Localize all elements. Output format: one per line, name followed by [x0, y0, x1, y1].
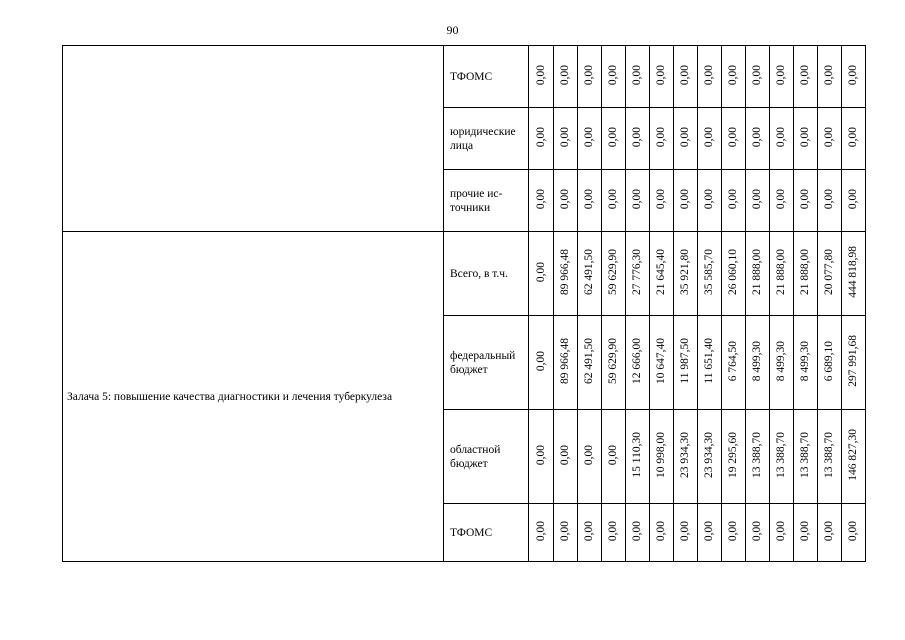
value-cell [529, 46, 554, 108]
value-cell [529, 108, 554, 170]
value-cell [746, 316, 770, 410]
value-text: 0,00 [703, 520, 715, 542]
value-text: 0,00 [679, 64, 691, 86]
value-text: 0,00 [631, 64, 643, 86]
value-text: 59 629,90 [607, 338, 619, 384]
table-row [63, 46, 866, 108]
value-text: 8 499,30 [751, 340, 763, 382]
value-text: 8 499,30 [775, 340, 787, 382]
value-text: 444 818,98 [847, 246, 859, 298]
value-text: 0,00 [751, 520, 763, 542]
value-text: 0,00 [679, 126, 691, 148]
value-text: 8 499,30 [799, 340, 811, 382]
value-cell [770, 504, 794, 562]
value-cell [794, 232, 818, 316]
value-text: 0,00 [823, 64, 835, 86]
value-cell [529, 316, 554, 410]
value-text: 21 645,40 [655, 249, 667, 295]
value-cell [746, 46, 770, 108]
value-text: 0,00 [775, 64, 787, 86]
value-cell [746, 108, 770, 170]
value-cell [626, 410, 650, 504]
value-text: 0,00 [534, 126, 547, 148]
value-text: 0,00 [559, 64, 571, 86]
value-cell [818, 46, 842, 108]
value-text: 21 888,00 [751, 249, 763, 295]
value-text: 0,00 [799, 126, 811, 148]
funding-source-cell: юридические лица [444, 108, 529, 170]
value-text: 0,00 [631, 520, 643, 542]
value-text: 0,00 [559, 188, 571, 210]
value-text: 13 388,70 [775, 432, 787, 478]
value-cell [698, 232, 722, 316]
value-cell [578, 108, 602, 170]
value-cell [746, 504, 770, 562]
value-text: 0,00 [679, 188, 691, 210]
value-cell [794, 410, 818, 504]
funding-source-cell: областной бюджет [444, 410, 529, 504]
value-text: 0,00 [655, 64, 667, 86]
value-cell [818, 504, 842, 562]
value-cell [650, 46, 674, 108]
value-text: 0,00 [655, 520, 667, 542]
value-text: 15 110,30 [631, 432, 643, 478]
value-text: 0,00 [607, 126, 619, 148]
value-cell [818, 410, 842, 504]
value-text: 0,00 [775, 520, 787, 542]
value-cell [842, 170, 866, 232]
value-cell [842, 316, 866, 410]
value-cell [722, 232, 746, 316]
value-cell [602, 108, 626, 170]
value-cell [842, 410, 866, 504]
value-text: 12 666,00 [631, 338, 643, 384]
value-cell [698, 170, 722, 232]
value-text: 19 295,60 [727, 432, 739, 478]
value-text: 0,00 [655, 126, 667, 148]
value-text: 13 388,70 [799, 432, 811, 478]
value-cell [842, 46, 866, 108]
value-text: 0,00 [607, 444, 619, 466]
value-cell [529, 170, 554, 232]
value-text: 27 776,30 [631, 249, 643, 295]
value-text: 0,00 [631, 126, 643, 148]
budget-table [62, 45, 866, 562]
value-cell [578, 316, 602, 410]
value-text: 0,00 [799, 188, 811, 210]
value-cell [722, 170, 746, 232]
value-cell [722, 108, 746, 170]
value-text: 0,00 [751, 188, 763, 210]
value-cell [818, 232, 842, 316]
value-text: 89 966,48 [559, 338, 571, 384]
value-text: 0,00 [607, 64, 619, 86]
value-cell [602, 170, 626, 232]
value-cell [722, 410, 746, 504]
value-text: 10 647,40 [655, 338, 667, 384]
value-text: 0,00 [847, 126, 859, 148]
value-cell [674, 504, 698, 562]
value-cell [818, 316, 842, 410]
value-cell [602, 410, 626, 504]
value-cell [794, 108, 818, 170]
value-text: 0,00 [534, 64, 547, 86]
value-text: 0,00 [559, 126, 571, 148]
value-text: 0,00 [823, 188, 835, 210]
value-text: 62 491,50 [583, 249, 595, 295]
value-text: 297 991,68 [847, 335, 859, 387]
value-cell [650, 316, 674, 410]
value-cell [626, 232, 650, 316]
value-cell [602, 232, 626, 316]
value-text: 20 077,80 [823, 249, 835, 295]
value-text: 13 388,70 [751, 432, 763, 478]
value-cell [674, 232, 698, 316]
value-cell [578, 170, 602, 232]
value-cell [770, 46, 794, 108]
value-text: 0,00 [534, 444, 547, 466]
value-text: 0,00 [534, 350, 547, 372]
value-text: 0,00 [583, 64, 595, 86]
value-text: 0,00 [534, 520, 547, 542]
value-cell [674, 108, 698, 170]
value-cell [626, 504, 650, 562]
value-cell [698, 316, 722, 410]
value-cell [794, 504, 818, 562]
value-text: 0,00 [727, 520, 739, 542]
value-text: 13 388,70 [823, 432, 835, 478]
value-text: 0,00 [823, 126, 835, 148]
value-text: 21 888,00 [775, 249, 787, 295]
value-text: 0,00 [751, 64, 763, 86]
value-cell [770, 316, 794, 410]
value-cell [674, 410, 698, 504]
value-cell [554, 46, 578, 108]
value-cell [794, 316, 818, 410]
value-cell [842, 504, 866, 562]
value-cell [554, 504, 578, 562]
value-text: 0,00 [534, 261, 547, 283]
value-cell [650, 232, 674, 316]
value-cell [626, 46, 650, 108]
value-text: 0,00 [727, 188, 739, 210]
value-text: 59 629,90 [607, 249, 619, 295]
value-cell [722, 504, 746, 562]
value-text: 0,00 [847, 188, 859, 210]
value-text: 11 987,50 [679, 338, 691, 384]
value-cell [698, 410, 722, 504]
value-text: 0,00 [799, 64, 811, 86]
value-cell [626, 170, 650, 232]
value-cell [529, 232, 554, 316]
value-cell [650, 504, 674, 562]
value-cell [578, 504, 602, 562]
value-text: 0,00 [799, 520, 811, 542]
value-text: 0,00 [583, 520, 595, 542]
value-text: 0,00 [823, 520, 835, 542]
value-cell [818, 108, 842, 170]
value-text: 0,00 [559, 520, 571, 542]
value-cell [698, 46, 722, 108]
value-cell [746, 232, 770, 316]
value-text: 89 966,48 [559, 249, 571, 295]
value-text: 0,00 [583, 188, 595, 210]
value-text: 0,00 [847, 520, 859, 542]
value-cell [529, 504, 554, 562]
value-text: 0,00 [703, 188, 715, 210]
value-cell [818, 170, 842, 232]
funding-source-cell: ТФОМС [444, 46, 529, 108]
value-cell [770, 232, 794, 316]
task-cell [63, 46, 444, 232]
value-text: 0,00 [775, 188, 787, 210]
value-cell [626, 108, 650, 170]
value-text: 35 585,70 [703, 249, 715, 295]
value-text: 146 827,30 [847, 429, 859, 481]
value-text: 35 921,80 [679, 249, 691, 295]
value-cell [722, 316, 746, 410]
value-cell [578, 46, 602, 108]
value-text: 62 491,50 [583, 338, 595, 384]
value-cell [554, 232, 578, 316]
value-cell [578, 410, 602, 504]
value-cell [842, 232, 866, 316]
value-cell [554, 316, 578, 410]
value-text: 23 934,30 [679, 432, 691, 478]
value-text: 0,00 [751, 126, 763, 148]
page-number: 90 [446, 23, 459, 37]
value-cell [602, 46, 626, 108]
value-text: 0,00 [703, 126, 715, 148]
value-cell [770, 170, 794, 232]
funding-source-cell: ТФОМС [444, 504, 529, 562]
value-cell [674, 316, 698, 410]
value-text: 0,00 [607, 520, 619, 542]
value-cell [674, 46, 698, 108]
value-text: 6 689,10 [823, 340, 835, 382]
value-cell [626, 316, 650, 410]
value-cell [529, 410, 554, 504]
value-cell [794, 170, 818, 232]
value-text: 23 934,30 [703, 432, 715, 478]
value-text: 0,00 [727, 64, 739, 86]
value-text: 26 060,10 [727, 249, 739, 295]
value-text: 0,00 [847, 64, 859, 86]
value-cell [602, 316, 626, 410]
value-text: 10 998,00 [655, 432, 667, 478]
value-cell [722, 46, 746, 108]
value-text: 0,00 [727, 126, 739, 148]
value-text: 0,00 [775, 126, 787, 148]
value-cell [554, 108, 578, 170]
funding-source-cell: федеральный бюджет [444, 316, 529, 410]
table-row [63, 232, 866, 316]
value-cell [770, 108, 794, 170]
value-cell [842, 108, 866, 170]
value-text: 0,00 [607, 188, 619, 210]
task-cell: Залача 5: повышение качества диагностики и лечения туберкулеза [63, 232, 444, 562]
value-text: 0,00 [655, 188, 667, 210]
value-text: 0,00 [703, 64, 715, 86]
value-cell [554, 410, 578, 504]
value-text: 0,00 [583, 126, 595, 148]
value-cell [770, 410, 794, 504]
funding-source-cell: прочие ис-точники [444, 170, 529, 232]
value-cell [746, 170, 770, 232]
value-cell [650, 410, 674, 504]
value-cell [554, 170, 578, 232]
value-cell [698, 504, 722, 562]
value-cell [746, 410, 770, 504]
value-text: 0,00 [631, 188, 643, 210]
funding-source-cell: Всего, в т.ч. [444, 232, 529, 316]
value-cell [794, 46, 818, 108]
value-text: 21 888,00 [799, 249, 811, 295]
value-text: 6 764,50 [727, 340, 739, 382]
value-cell [602, 504, 626, 562]
value-cell [578, 232, 602, 316]
value-text: 0,00 [534, 188, 547, 210]
value-cell [698, 108, 722, 170]
value-text: 0,00 [559, 444, 571, 466]
value-cell [650, 108, 674, 170]
value-text: 0,00 [583, 444, 595, 466]
value-cell [674, 170, 698, 232]
value-text: 0,00 [679, 520, 691, 542]
value-cell [650, 170, 674, 232]
value-text: 11 651,40 [703, 338, 715, 384]
